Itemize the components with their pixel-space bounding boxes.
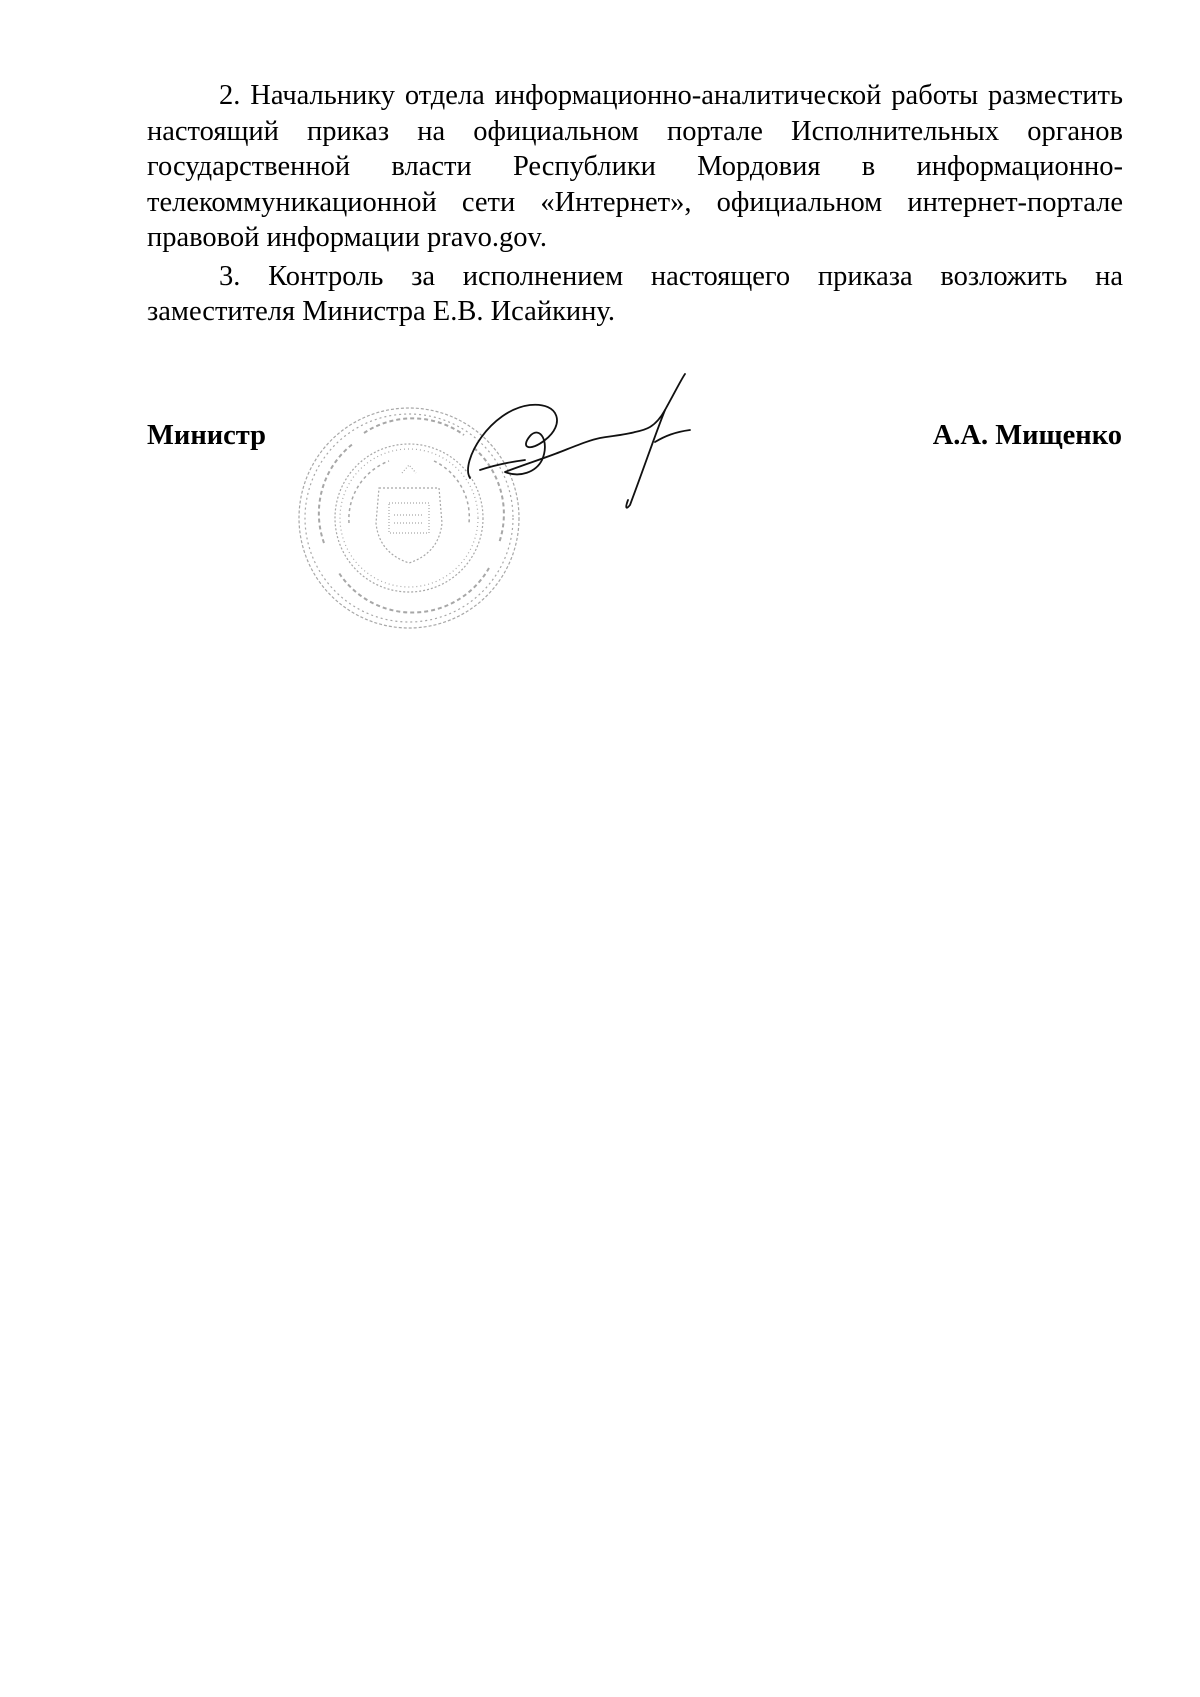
paragraph-2: 2. Начальнику отдела информационно-аналитической работы разместить настоящий приказ на официальном портале Исполнительных органов государственной власти Республики Мордовия в информационно-телекоммуникационной сети «Интернет», официальном интернет-портале правовой информации pravo.gov. [147,80,1123,253]
paragraph-3: 3. Контроль за исполнением настоящего приказа возложить на заместителя Министра Е.В. Исайкину. [147,260,1123,327]
handwritten-signature-icon [450,370,740,520]
document-body [147,78,1123,333]
signatory-name: А.А. Мищенко [932,420,1122,451]
signatory-position: Министр [147,420,267,451]
